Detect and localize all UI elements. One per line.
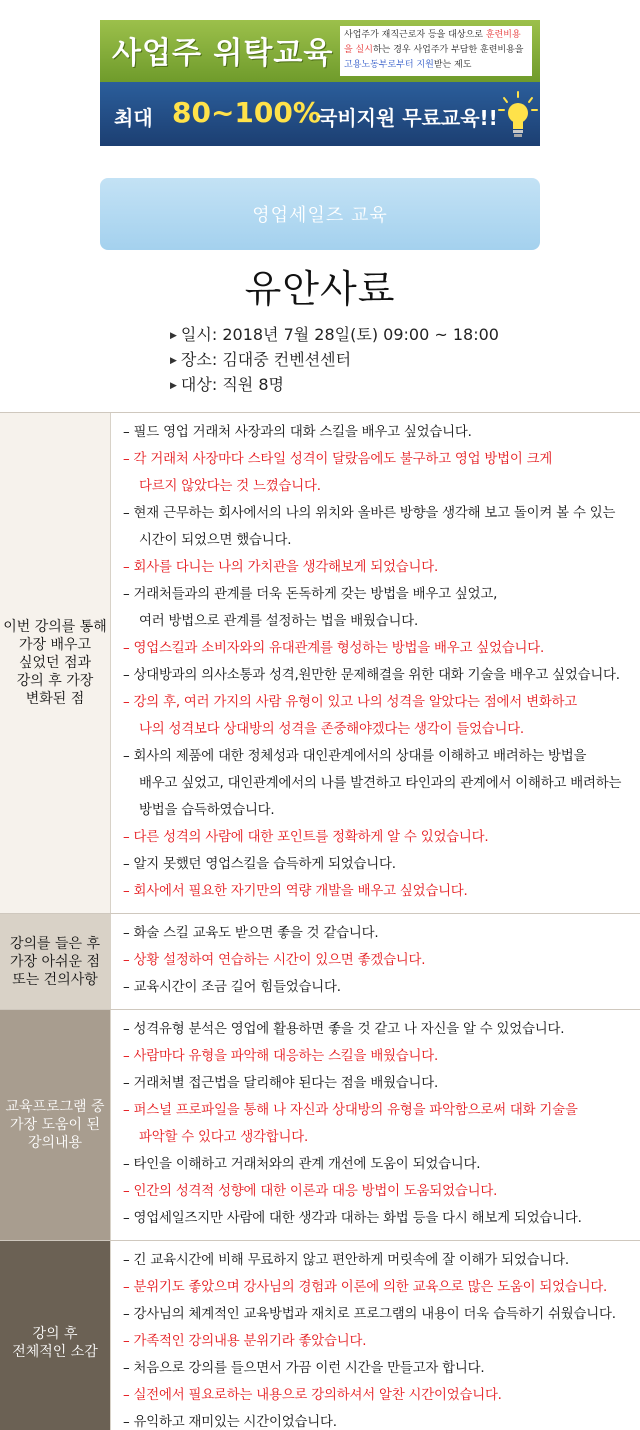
section-label-line: 강의를 들은 후 [9,935,101,952]
feedback-line: 파악할 수 있다고 생각합니다. [139,1130,309,1145]
feedback-line: – 각 거래처 사장마다 스타일 성격이 달랐음에도 불구하고 영업 방법이 크게 [123,452,553,467]
section-content [110,413,640,913]
feedback-line: – 긴 교육시간에 비해 무료하지 않고 편안하게 머릿속에 잘 이해가 되었습니다. [123,1253,569,1268]
course-title: 영업세일즈 교육 [252,205,388,226]
banner-title: 사업주 위탁교육 [112,36,334,71]
feedback-line: – 거래처들과의 관계를 더욱 돈독하게 갖는 방법을 배우고 싶었고, [123,587,498,602]
section-label-line: 가장 도움이 된 [9,1117,101,1133]
feedback-line: – 현재 근무하는 회사에서의 나의 위치와 올바른 방향을 생각해 보고 돌이켜 볼 수 있는 [123,506,616,521]
feedback-line: – 회사의 제품에 대한 정체성과 대인관계에서의 상대를 이해하고 배려하는 방법을 [123,749,587,764]
info-row-place: ▶ 장소: 김대중 컨벤션센터 [170,350,352,369]
section-label [0,413,110,913]
section-label-line: 또는 건의사항 [12,971,98,988]
course-title-pill [100,178,540,250]
section-label [0,914,110,1009]
section-label-line: 이번 강의를 통해 [3,619,107,635]
feedback-section [0,1241,640,1430]
feedback-line: – 성격유형 분석은 영업에 활용하면 좋을 것 같고 나 자신을 알 수 있었습니다. [123,1022,565,1037]
banner-top [100,20,540,82]
feedback-line: 나의 성격보다 상대방의 성격을 존중해야겠다는 생각이 들었습니다. [139,722,524,737]
feedback-line: – 처음으로 강의를 들으면서 가끔 이런 시간을 만들고자 합니다. [123,1361,485,1376]
feedback-line: – 다른 성격의 사람에 대한 포인트를 정확하게 알 수 있었습니다. [123,830,489,845]
section-content [110,914,640,1009]
section-label-line: 교육프로그램 중 [5,1099,105,1115]
feedback-line: 여러 방법으로 관계를 설정하는 법을 배웠습니다. [139,614,419,629]
feedback-line: – 회사를 다니는 나의 가치관을 생각해보게 되었습니다. [123,560,439,575]
section-content [110,1241,640,1430]
company-name: 유안사료 [244,267,396,311]
feedback-line: – 영업세일즈지만 사람에 대한 생각과 대하는 화법 등을 다시 해보게 되었습니다. [123,1211,582,1226]
banner-note: 사업주가 재직근로자 등을 대상으로 훈련비용 을 실시하는 경우 사업주가 부담한 훈련비용을 고용노동부로부터 지원받는 제도 [340,26,532,76]
triangle-bullet-icon: ▶ [170,381,177,391]
info-row-date: ▶ 일시: 2018년 7월 28일(토) 09:00 ~ 18:00 [170,325,499,344]
feedback-table [0,412,640,1430]
feedback-line: – 화술 스킬 교육도 받으면 좋을 것 같습니다. [123,926,379,941]
feedback-line: 배우고 싶었고, 대인관계에서의 나를 발견하고 타인과의 관계에서 이해하고 배려하는 [139,776,622,791]
event-info [170,322,499,397]
feedback-line: – 상대방과의 의사소통과 성격,원만한 문제해결을 위한 대화 기술을 배우고 싶었습니다. [123,668,620,683]
section-label [0,1010,110,1240]
feedback-line: – 분위기도 좋았으며 강사님의 경험과 이론에 의한 교육으로 많은 도움이 되었습니다. [123,1280,608,1295]
section-label-line: 싶었던 점과 [18,655,92,671]
section-content [110,1010,640,1240]
feedback-section [0,914,640,1010]
lightbulb-icon [498,90,538,142]
section-label-line: 강의 후 가장 [16,673,94,689]
triangle-bullet-icon: ▶ [170,331,177,341]
feedback-section [0,413,640,914]
feedback-line: – 교육시간이 조금 길어 힘들었습니다. [123,980,341,995]
feedback-line: 시간이 되었으면 했습니다. [139,533,292,548]
section-label-line: 변화된 점 [25,691,85,707]
support-percent: 80~100% [172,96,321,129]
section-label-line: 전체적인 소감 [12,1343,98,1360]
feedback-line: – 실전에서 필요로하는 내용으로 강의하셔서 알찬 시간이었습니다. [123,1388,502,1403]
feedback-line: – 가족적인 강의내용 분위기라 좋았습니다. [123,1334,367,1349]
section-label-line: 가장 아쉬운 점 [9,953,101,970]
section-label-line: 가장 배우고 [18,637,92,653]
support-suffix: 국비지원 무료교육!! [318,106,498,130]
feedback-line: – 강의 후, 여러 가지의 사람 유형이 있고 나의 성격을 알았다는 점에서 변화하고 [123,695,578,710]
feedback-line: – 사람마다 유형을 파악해 대응하는 스킬을 배웠습니다. [123,1049,439,1064]
triangle-bullet-icon: ▶ [170,356,177,366]
info-row-target: ▶ 대상: 직원 8명 [170,375,284,394]
feedback-line: – 알지 못했던 영업스킬을 습득하게 되었습니다. [123,857,396,872]
subsidy-banner[interactable] [100,20,540,146]
feedback-line: – 필드 영업 거래처 사장과의 대화 스킬을 배우고 싶었습니다. [123,425,472,440]
feedback-line: – 영업스킬과 소비자와의 유대관계를 형성하는 방법을 배우고 싶었습니다. [123,641,545,656]
feedback-line: – 상황 설정하여 연습하는 시간이 있으면 좋겠습니다. [123,953,426,968]
feedback-line: – 유익하고 재미있는 시간이었습니다. [123,1415,337,1430]
feedback-line: – 강사님의 체계적인 교육방법과 재치로 프로그램의 내용이 더욱 습득하기 쉬웠습니다. [123,1307,616,1322]
feedback-line: 방법을 습득하였습니다. [139,803,275,818]
section-label-line: 강의내용 [27,1135,83,1151]
feedback-line: – 퍼스널 프로파일을 통해 나 자신과 상대방의 유형을 파악함으로써 대화 기술을 [123,1103,578,1118]
feedback-line: 다르지 않았다는 것 느꼈습니다. [139,479,321,494]
section-label [0,1241,110,1430]
feedback-line: – 거래처별 접근법을 달리해야 된다는 점을 배웠습니다. [123,1076,439,1091]
banner-bottom [100,82,540,146]
feedback-line: – 인간의 성격적 성향에 대한 이론과 대응 방법이 도움되었습니다. [123,1184,498,1199]
section-label-line: 강의 후 [32,1325,78,1342]
feedback-section [0,1010,640,1241]
feedback-line: – 타인을 이해하고 거래처와의 관계 개선에 도움이 되었습니다. [123,1157,481,1172]
feedback-line: – 회사에서 필요한 자기만의 역량 개발을 배우고 싶었습니다. [123,884,468,899]
support-prefix: 최대 [114,106,153,130]
